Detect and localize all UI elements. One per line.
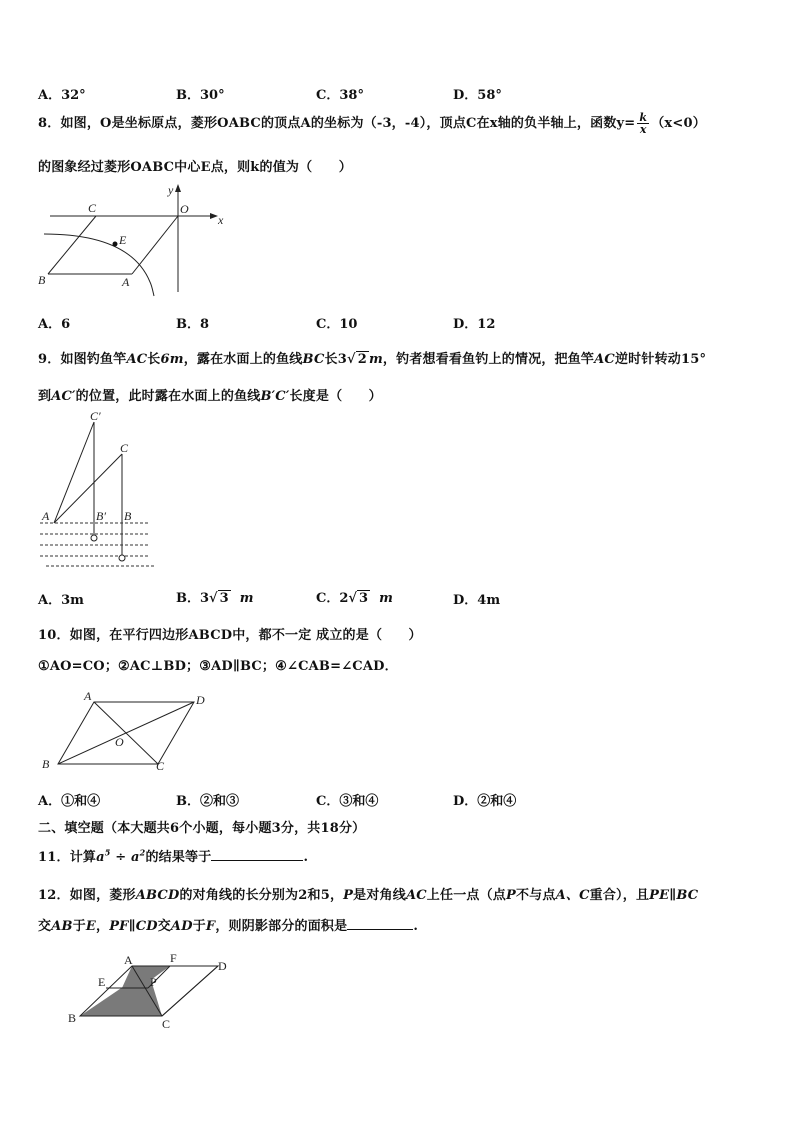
q12-p: P xyxy=(343,888,354,903)
q10-option-c: C．③和④ xyxy=(316,794,379,809)
q9-length: 6m xyxy=(160,352,184,367)
q9-unit: m xyxy=(379,591,393,606)
q11-base: a xyxy=(96,850,105,865)
q12-ac: AC xyxy=(405,888,427,903)
q9-text: 9．如图钓鱼竿 xyxy=(38,352,127,367)
q8-frac-num: k xyxy=(639,111,648,124)
q9-stem-line2 xyxy=(38,385,382,404)
sqrt-icon: √ 3 xyxy=(348,591,368,606)
q12-text: 于 xyxy=(72,919,86,934)
q12-text: 重合），且 xyxy=(589,888,650,903)
q12-text: 不与点 xyxy=(515,888,556,903)
q12-text: . xyxy=(413,919,419,934)
q9-radicand: 2 xyxy=(357,352,367,367)
sqrt-icon: √ 2 xyxy=(346,352,367,367)
q10-label-c: C xyxy=(156,759,165,773)
q7-option-b: B．30° xyxy=(176,88,225,103)
q9-ac: AC xyxy=(126,352,148,367)
q11-text: 的结果等于 xyxy=(145,850,212,865)
q9-label-c: C xyxy=(120,441,129,455)
q10-label-b: B xyxy=(42,757,50,771)
q7-option-d: D．58° xyxy=(453,88,502,103)
q9-label-cprime: C′ xyxy=(90,409,101,423)
q12-answer-blank[interactable] xyxy=(347,917,413,930)
q12-text: 于 xyxy=(192,919,206,934)
q12-label-p: P xyxy=(150,975,157,989)
q10-option-b: B．②和③ xyxy=(176,794,239,809)
q8-label-o: O xyxy=(180,202,189,216)
q8-option-b: B．8 xyxy=(176,317,210,332)
q12-pf-cd: PF∥CD xyxy=(109,919,158,934)
q12-pe-bc: PE∥BC xyxy=(649,888,699,903)
q10-option-a: A．①和④ xyxy=(38,794,101,809)
q9-label-bprime: B′ xyxy=(96,509,106,523)
q7-option-c: C．38° xyxy=(316,88,364,103)
q12-ac-points: A、C xyxy=(555,888,590,903)
q9-ac-prime: AC′ xyxy=(51,389,76,404)
q12-text: 的对角线的长分别为2和5， xyxy=(179,888,344,903)
q12-label-f: F xyxy=(170,951,177,965)
q9-ac: AC xyxy=(594,352,615,367)
q9-figure xyxy=(38,410,168,570)
q12-p: P xyxy=(506,888,516,903)
q8-label-c: C xyxy=(88,201,97,215)
q8-option-c: C．10 xyxy=(316,317,358,332)
q11-answer-blank[interactable] xyxy=(211,848,303,861)
q8-stem-part: 8．如图，O是坐标原点，菱形OABC的顶点A的坐标为（-3，-4），顶点C在x轴的负半轴上，函数y= xyxy=(38,116,636,131)
q9-label-b: B xyxy=(124,509,132,523)
q8-label-e: E xyxy=(119,233,127,247)
q9-text: 长3 xyxy=(324,352,347,367)
q10-option-d: D．②和④ xyxy=(453,794,517,809)
q9-unit: m xyxy=(368,352,383,367)
q12-label-a: A xyxy=(124,953,133,967)
q12-ad: AD xyxy=(170,919,193,934)
q11-base: a xyxy=(131,850,140,865)
q12-ab: AB xyxy=(51,919,73,934)
q11-text: . xyxy=(303,850,309,865)
q9-option-text: C．2 xyxy=(316,591,349,606)
q8-frac-den: x xyxy=(639,123,647,136)
q12-text: ， xyxy=(96,919,110,934)
q12-label-e: E xyxy=(98,975,106,989)
q12-text: ，则阴影部分的面积是 xyxy=(215,919,348,934)
q7-option-a: A．32° xyxy=(38,88,86,103)
q9-text: ，露在水面上的鱼线 xyxy=(183,352,303,367)
q12-stem-line2 xyxy=(38,915,418,934)
q9-text: 到 xyxy=(38,389,52,404)
q12-f: F xyxy=(205,919,216,934)
q9-option-text: B．3 xyxy=(176,591,210,606)
q9-option-b xyxy=(176,587,253,606)
q9-option-c xyxy=(316,587,393,606)
q8-figure xyxy=(38,182,238,302)
q8-label-b: B xyxy=(38,273,46,287)
q10-label-a: A xyxy=(84,689,92,703)
q12-label-b: B xyxy=(68,1011,77,1025)
q9-unit: m xyxy=(239,591,254,606)
q11-stem xyxy=(38,846,308,865)
section-heading: 二、填空题（本大题共6个小题，每小题3分，共18分） xyxy=(38,821,366,836)
q8-stem-cond: （x<0） xyxy=(651,116,706,131)
q9-bc: BC xyxy=(302,352,325,367)
q8-label-x: x xyxy=(218,213,224,227)
q12-label-d: D xyxy=(218,959,227,973)
sqrt-icon: √ 3 xyxy=(209,591,229,606)
q8-label-a: A xyxy=(122,275,130,289)
q9-text: 长度是（ ） xyxy=(289,389,382,404)
q9-bc-prime: B′C′ xyxy=(260,389,290,404)
q9-label-a: A xyxy=(42,509,50,523)
q12-label-c: C xyxy=(162,1017,171,1031)
q9-stem-line1 xyxy=(38,348,706,367)
q12-text: 12．如图，菱形 xyxy=(38,888,136,903)
q10-figure xyxy=(38,688,218,773)
q12-abcd: ABCD xyxy=(135,888,180,903)
q12-text: 交 xyxy=(157,919,171,934)
q8-option-a: A．6 xyxy=(38,317,71,332)
q10-stem-line1: 10．如图，在平行四边形ABCD中，都不一定 成立的是（ ） xyxy=(38,628,422,643)
q8-option-d: D．12 xyxy=(453,317,496,332)
q11-text: 11．计算 xyxy=(38,850,97,865)
q10-label-d: D xyxy=(196,693,205,707)
q11-operator: ÷ xyxy=(110,850,132,865)
q8-stem-line1 xyxy=(38,112,706,135)
q9-text: 的位置，此时露在水面上的鱼线 xyxy=(75,389,261,404)
q12-figure xyxy=(66,950,246,1035)
q8-stem-line2: 的图象经过菱形OABC中心E点，则k的值为（ ） xyxy=(38,160,352,175)
q11-exponent: 5 xyxy=(104,847,111,858)
q8-fraction xyxy=(637,112,649,135)
q12-stem-line1 xyxy=(38,884,698,903)
q10-label-o: O xyxy=(115,735,124,749)
q12-e: E xyxy=(85,919,96,934)
q9-text: 逆时针转动15° xyxy=(614,352,707,367)
q9-text: 长 xyxy=(147,352,161,367)
q10-stem-line2: ①AO=CO；②AC⊥BD；③AD∥BC；④∠CAB=∠CAD． xyxy=(38,659,398,674)
q11-exponent: 2 xyxy=(139,847,146,858)
q9-text: ，钓者想看看鱼钓上的情况，把鱼竿 xyxy=(382,352,595,367)
q9-radicand: 3 xyxy=(219,591,229,606)
q12-text: 上任一点（点 xyxy=(426,888,506,903)
q12-text: 是对角线 xyxy=(353,888,406,903)
q12-text: 交 xyxy=(38,919,52,934)
q9-option-d: D．4m xyxy=(453,593,501,608)
q9-radicand: 3 xyxy=(358,591,368,606)
q9-option-a: A．3m xyxy=(38,593,84,608)
q8-label-y: y xyxy=(168,183,174,197)
